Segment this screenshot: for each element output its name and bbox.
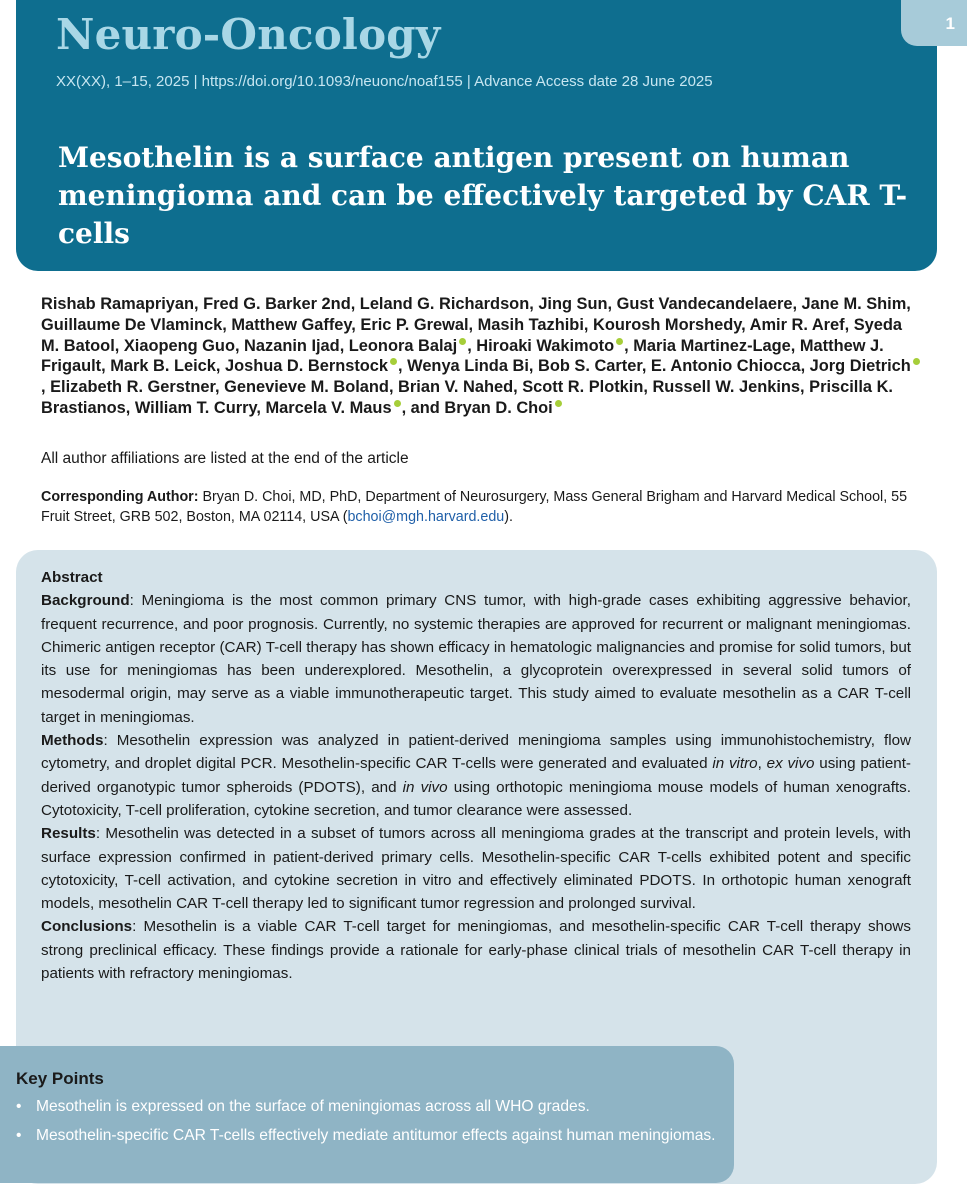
page-number-tab [901,0,967,46]
journal-title: Neuro-Oncology [56,10,441,59]
background-text: : Meningioma is the most common primary CNS tumor, with high-grade cases exhibiting aggressive behavior, frequent recurrence, and poor prognosis. Currently, no systemic therapies are approved for recurrent or malignant meningiomas. Chimeric antigen receptor (CAR) T-cell therapy has shown efficacy in hematologic malignancies and promise for solid tumors, but its use for meningiomas has been underexplored. Mesothelin, a glycoprotein overexpressed in several solid tumors of mesodermal origin, may serve as a viable immunotherapeutic target. This study aimed to evaluate mesothelin as a CAR T-cell target in meningiomas. [41,592,911,726]
list-item [16,1126,716,1146]
abstract-methods [41,729,911,822]
bullet-icon: • [16,1127,22,1144]
methods-em: in vivo [402,778,448,796]
corresponding-label: Corresponding Author: [41,489,199,505]
results-text: : Mesothelin was detected in a subset of tumors across all meningioma grades at the transcript and protein levels, with surface expression confirmed in patient-derived primary cells. Mesothelin-specific CAR T-cells exhibited potent and specific cytotoxicity, T-cell activation, and cytokine secretion in vitro and effectively eliminated PDOTS. In orthotopic human xenograft models, mesothelin CAR T-cell therapy led to significant tumor regression and prolonged survival. [41,825,911,913]
methods-text: , [757,755,767,773]
corresponding-text: Bryan D. Choi, MD, PhD, Department of Neurosurgery, Mass General Brigham and Harvard Medical School, 55 Fruit Street, GRB 502, Boston, MA 02114, USA ( [41,489,908,525]
author-list [41,294,921,419]
methods-em: ex vivo [766,755,815,773]
conclusions-text: : Mesothelin is a viable CAR T-cell target for meningiomas, and mesothelin-specific CAR T-cell therapy shows strong preclinical efficacy. These findings provide a rationale for early-phase clinical trials of mesothelin CAR T-cell therapy in patients with refractory meningiomas. [41,918,911,983]
bullet-icon: • [16,1098,22,1115]
orcid-icon[interactable] [459,338,466,345]
conclusions-label: Conclusions [41,918,133,936]
key-point-text: Mesothelin is expressed on the surface of meningiomas across all WHO grades. [36,1098,590,1115]
list-item [16,1097,716,1117]
orcid-icon[interactable] [390,358,397,365]
abstract-conclusions [41,915,911,985]
author-segment: , Hiroaki Wakimoto [467,336,615,355]
corresponding-email-link[interactable]: bchoi@mgh.harvard.edu [347,508,505,525]
corresponding-author [41,488,921,527]
results-label: Results [41,825,96,843]
author-segment: , Elizabeth R. Gerstner, Genevieve M. Boland, Brian V. Nahed, Scott R. Plotkin, Russell W. Jenkins, Priscilla K. Brastianos, William T. Curry, Marcela V. Maus [41,378,893,417]
abstract-background [41,589,911,729]
methods-em: in vitro [712,755,758,773]
affiliations-note: All author affiliations are listed at the end of the article [41,450,409,467]
orcid-icon[interactable] [555,400,562,407]
methods-label: Methods [41,732,104,750]
methods-text: using patient-derived organotypic tumor spheroids (PDOTS), and [41,755,911,796]
methods-text: using orthotopic meningioma mouse models of human xenografts. Cytotoxicity, T-cell proliferation, cytokine secretion, and tumor clearance were assessed. [41,778,911,819]
citation-line[interactable]: XX(XX), 1–15, 2025 | https://doi.org/10.1093/neuonc/noaf155 | Advance Access date 28 June 2025 [56,73,713,90]
abstract [41,566,911,985]
orcid-icon[interactable] [616,338,623,345]
key-points-list [16,1097,716,1155]
article-title: Mesothelin is a surface antigen present on human meningioma and can be effectively targeted by CAR T-cells [58,141,908,250]
methods-text: : Mesothelin expression was analyzed in patient-derived meningioma samples using immunohistochemistry, flow cytometry, and droplet digital PCR. Mesothelin-specific CAR T-cells were generated and evaluated [41,732,911,773]
orcid-icon[interactable] [913,358,920,365]
abstract-results [41,822,911,915]
page-number: 1 [945,14,955,33]
author-segment: Rishab Ramapriyan, Fred G. Barker 2nd, Leland G. Richardson, Jing Sun, Gust Vandecandelaere, Jane M. Shim, Guillaume De Vlaminck, Matthew Gaffey, Eric P. Grewal, Masih Tazhibi, Kourosh Morshedy, Amir R. Aref, Syeda M. Batool, Xiaopeng Guo, Nazanin Ijad, Leonora Balaj [41,295,911,355]
key-point-text: Mesothelin-specific CAR T-cells effectively mediate antitumor effects against human meningiomas. [36,1127,716,1144]
key-points-title: Key Points [16,1069,104,1088]
background-label: Background [41,592,130,610]
corresponding-end: ). [504,508,513,525]
author-segment: , Maria Martinez-Lage, Matthew J. Frigault, Mark B. Leick, Joshua D. Bernstock [41,336,884,376]
author-segment: , and Bryan D. Choi [401,398,553,417]
orcid-icon[interactable] [394,400,401,407]
author-segment: , Wenya Linda Bi, Bob S. Carter, E. Antonio Chiocca, Jorg Dietrich [398,357,911,376]
header-banner [16,0,937,271]
abstract-heading: Abstract [41,569,103,586]
